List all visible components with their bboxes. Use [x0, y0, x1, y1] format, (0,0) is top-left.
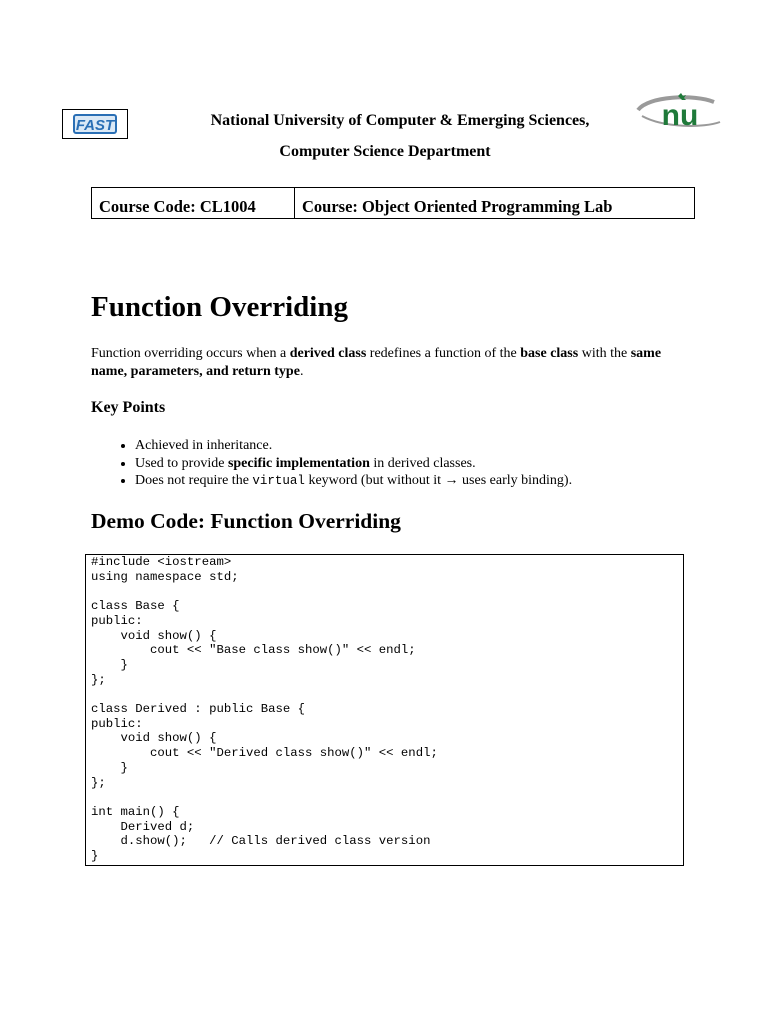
intro-run-bold: same name, parameters, and return type	[91, 346, 662, 379]
demo-code-heading: Demo Code: Function Overriding	[91, 509, 401, 533]
list-item	[135, 437, 691, 455]
list-item-text: in derived classes.	[369, 455, 476, 471]
nu-logo-text: nu	[661, 99, 699, 132]
intro-run-bold: base class	[520, 346, 579, 361]
course-info-table	[91, 187, 695, 219]
intro-run: with the	[578, 346, 631, 361]
intro-run: .	[299, 364, 304, 379]
list-item-bold: specific implementation	[227, 455, 370, 471]
key-points-heading: Key Points	[91, 399, 166, 416]
intro-run-bold: derived class	[289, 346, 367, 361]
department-name: Computer Science Department	[279, 143, 491, 160]
intro-paragraph	[91, 345, 691, 381]
inline-code: virtual	[252, 474, 305, 488]
fast-logo-text: FAST	[75, 117, 115, 134]
list-item-text: Does not require the	[135, 473, 253, 488]
course-name: Course: Object Oriented Programming Lab	[302, 197, 613, 216]
intro-run: redefines a function of the	[366, 346, 521, 361]
list-item	[135, 455, 691, 473]
list-item-text: Achieved in inheritance.	[135, 438, 273, 453]
university-name: National University of Computer & Emerging Sciences,	[210, 112, 590, 129]
fast-logo	[62, 109, 128, 139]
key-points-list	[91, 437, 691, 491]
intro-run: Function overriding occurs when a	[91, 346, 290, 361]
list-item-text: Used to provide	[135, 455, 228, 471]
course-code: Course Code: CL1004	[92, 188, 295, 218]
list-item	[135, 472, 691, 491]
list-item-text: keyword (but without it → uses early binding).	[304, 473, 573, 488]
code-block: #include <iostream> using namespace std; class Base { public: void show() { cout << "Base class show()" << endl; } }; class Derived : public Base { public: void show() { cout << "Derived class show()" << endl; } }; int main() { Derived d; d.show(); // Calls derived class version }	[85, 554, 684, 866]
page-title: Function Overriding	[91, 291, 348, 323]
